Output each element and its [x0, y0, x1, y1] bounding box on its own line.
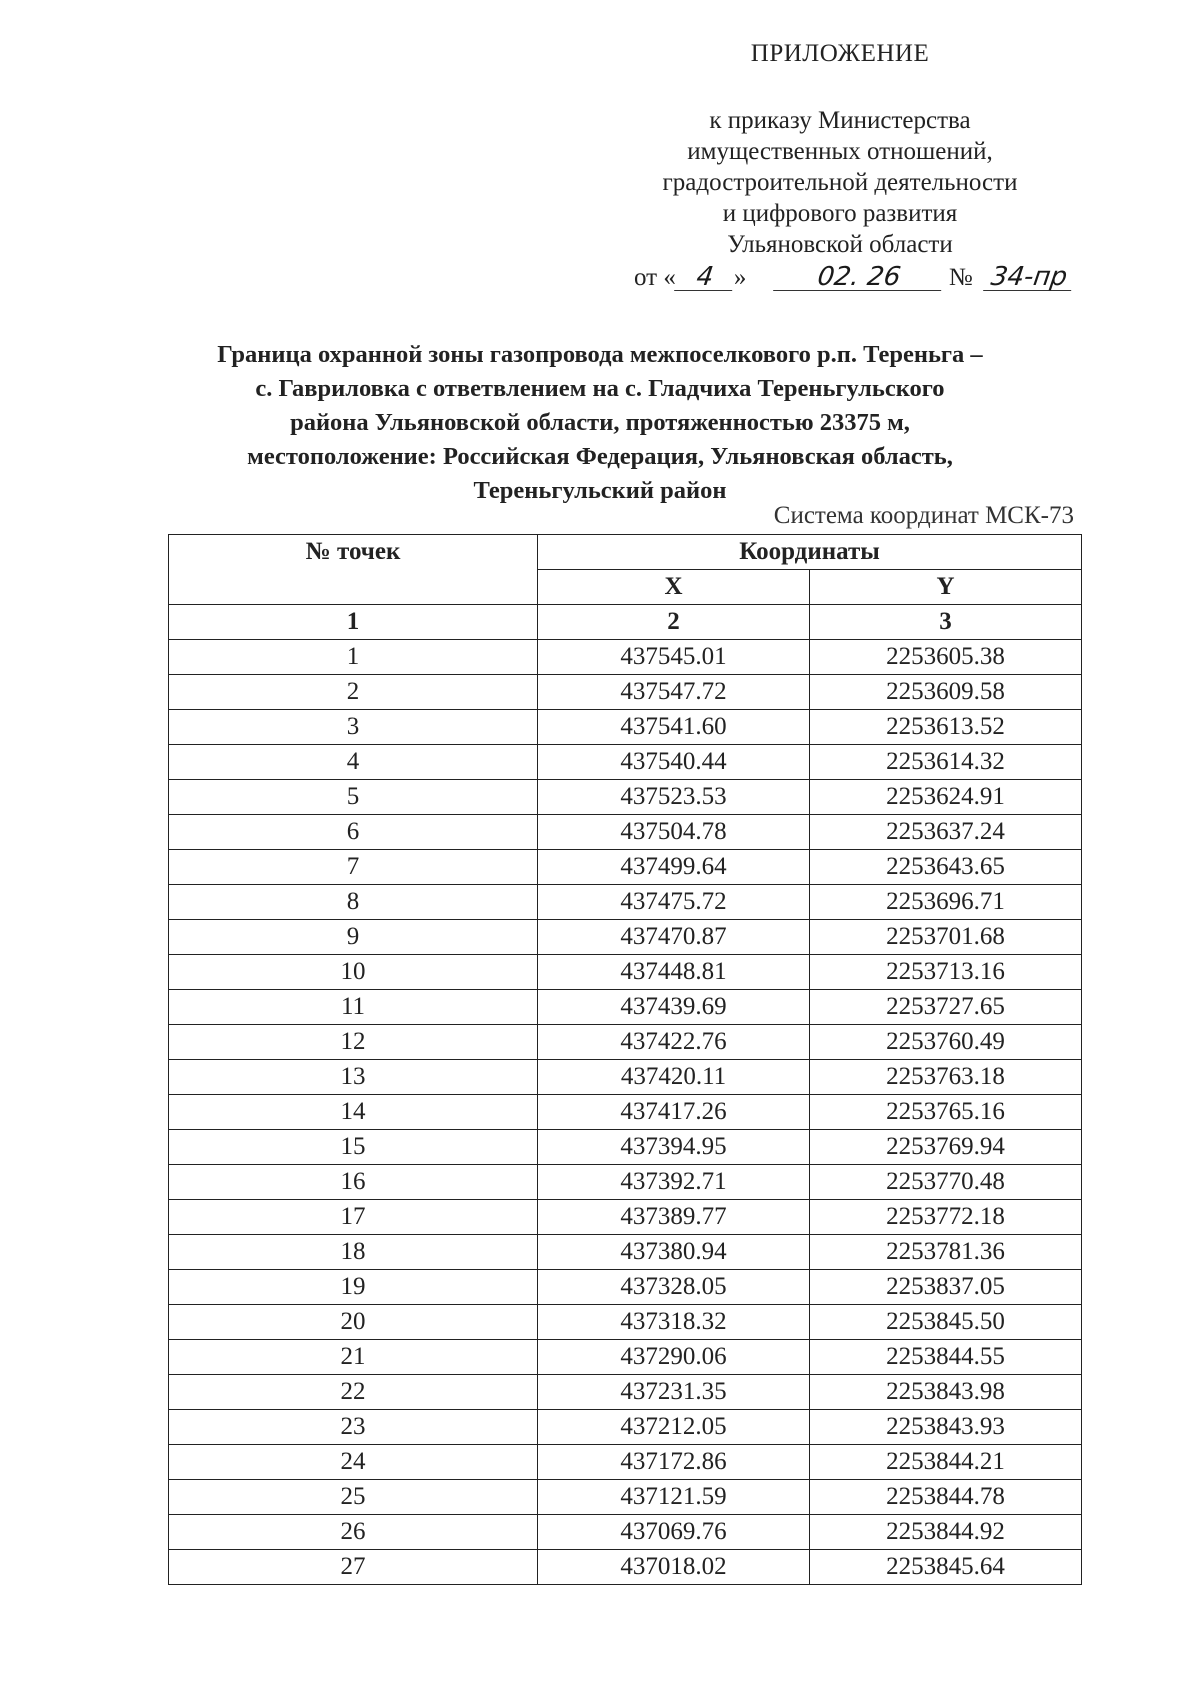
x-coordinate-cell: 437380.94 [538, 1235, 810, 1270]
x-coordinate-cell: 437231.35 [538, 1375, 810, 1410]
table-row [169, 1410, 1082, 1445]
appendix-heading: ПРИЛОЖЕНИЕ [750, 40, 930, 67]
column-number: 3 [809, 605, 1081, 640]
column-number: 2 [538, 605, 810, 640]
order-day: 4 [674, 264, 736, 291]
table-row [169, 1165, 1082, 1200]
x-coordinate-cell: 437499.64 [538, 850, 810, 885]
order-month-year: 02. 26 [773, 264, 945, 291]
x-coordinate-cell: 437172.86 [538, 1445, 810, 1480]
y-coordinate-cell: 2253727.65 [809, 990, 1081, 1025]
point-number-cell: 21 [169, 1340, 538, 1375]
point-number-cell: 14 [169, 1095, 538, 1130]
y-coordinate-cell: 2253837.05 [809, 1270, 1081, 1305]
y-coordinate-cell: 2253613.52 [809, 710, 1081, 745]
x-coordinate-cell: 437523.53 [538, 780, 810, 815]
y-coordinate-cell: 2253844.55 [809, 1340, 1081, 1375]
x-coordinate-cell: 437541.60 [538, 710, 810, 745]
y-coordinate-cell: 2253844.78 [809, 1480, 1081, 1515]
x-coordinate-cell: 437394.95 [538, 1130, 810, 1165]
y-coordinate-cell: 2253713.16 [809, 955, 1081, 990]
table-row [169, 1550, 1082, 1585]
x-coordinate-cell: 437504.78 [538, 815, 810, 850]
table-row [169, 1025, 1082, 1060]
y-coordinate-cell: 2253701.68 [809, 920, 1081, 955]
title-line: Граница охранной зоны газопровода межпоселкового р.п. Тереньга – [217, 341, 983, 368]
appendix-line: градостроительной деятельности [662, 169, 1018, 196]
order-number: 34-пр [983, 264, 1075, 291]
y-coordinate-cell: 2253624.91 [809, 780, 1081, 815]
point-number-cell: 25 [169, 1480, 538, 1515]
table-row [169, 1515, 1082, 1550]
y-coordinate-cell: 2253769.94 [809, 1130, 1081, 1165]
point-number-cell: 16 [169, 1165, 538, 1200]
header-points: № точек [169, 535, 538, 605]
point-number-cell: 2 [169, 675, 538, 710]
x-coordinate-cell: 437420.11 [538, 1060, 810, 1095]
point-number-cell: 10 [169, 955, 538, 990]
order-date-number [634, 264, 1073, 292]
x-coordinate-cell: 437417.26 [538, 1095, 810, 1130]
point-number-cell: 11 [169, 990, 538, 1025]
point-number-cell: 26 [169, 1515, 538, 1550]
table-row [169, 955, 1082, 990]
y-coordinate-cell: 2253696.71 [809, 885, 1081, 920]
appendix-line: Ульяновской области [727, 231, 953, 258]
table-row [169, 1480, 1082, 1515]
x-coordinate-cell: 437422.76 [538, 1025, 810, 1060]
point-number-cell: 12 [169, 1025, 538, 1060]
y-coordinate-cell: 2253843.93 [809, 1410, 1081, 1445]
y-coordinate-cell: 2253609.58 [809, 675, 1081, 710]
table-row [169, 640, 1082, 675]
point-number-cell: 9 [169, 920, 538, 955]
y-coordinate-cell: 2253844.92 [809, 1515, 1081, 1550]
table-row [169, 850, 1082, 885]
table-row [169, 990, 1082, 1025]
table-row [169, 1270, 1082, 1305]
x-coordinate-cell: 437290.06 [538, 1340, 810, 1375]
appendix-line: к приказу Министерства [709, 107, 971, 134]
y-coordinate-cell: 2253772.18 [809, 1200, 1081, 1235]
table-row [169, 745, 1082, 780]
x-coordinate-cell: 437448.81 [538, 955, 810, 990]
x-coordinate-cell: 437318.32 [538, 1305, 810, 1340]
x-coordinate-cell: 437439.69 [538, 990, 810, 1025]
y-coordinate-cell: 2253643.65 [809, 850, 1081, 885]
y-coordinate-cell: 2253763.18 [809, 1060, 1081, 1095]
point-number-cell: 20 [169, 1305, 538, 1340]
coordinate-system-label: Система координат МСК-73 [773, 502, 1074, 529]
x-coordinate-cell: 437545.01 [538, 640, 810, 675]
table-row [169, 885, 1082, 920]
point-number-cell: 5 [169, 780, 538, 815]
point-number-cell: 6 [169, 815, 538, 850]
title-line: Тереньгульский район [473, 477, 727, 504]
table-row [169, 1200, 1082, 1235]
point-number-cell: 24 [169, 1445, 538, 1480]
x-coordinate-cell: 437540.44 [538, 745, 810, 780]
order-prefix: от « [634, 264, 676, 291]
header-y: Y [809, 570, 1081, 605]
y-coordinate-cell: 2253770.48 [809, 1165, 1081, 1200]
point-number-cell: 13 [169, 1060, 538, 1095]
table-row [169, 1375, 1082, 1410]
y-coordinate-cell: 2253637.24 [809, 815, 1081, 850]
point-number-cell: 4 [169, 745, 538, 780]
y-coordinate-cell: 2253845.64 [809, 1550, 1081, 1585]
table-row [169, 920, 1082, 955]
point-number-cell: 17 [169, 1200, 538, 1235]
appendix-header [600, 38, 1080, 260]
table-row [169, 1340, 1082, 1375]
table-row [169, 780, 1082, 815]
x-coordinate-cell: 437475.72 [538, 885, 810, 920]
y-coordinate-cell: 2253781.36 [809, 1235, 1081, 1270]
title-line: с. Гавриловка с ответвлением на с. Гладчиха Тереньгульского [255, 375, 945, 402]
header-coordinates: Координаты [538, 535, 1082, 570]
appendix-line: имущественных отношений, [687, 138, 993, 165]
x-coordinate-cell: 437328.05 [538, 1270, 810, 1305]
column-number: 1 [169, 605, 538, 640]
order-number-sign: № [948, 264, 973, 291]
order-day-close: » [733, 264, 747, 291]
y-coordinate-cell: 2253605.38 [809, 640, 1081, 675]
coordinates-table [168, 534, 1082, 1585]
point-number-cell: 22 [169, 1375, 538, 1410]
table-row [169, 1095, 1082, 1130]
coordinates-table-body [169, 640, 1082, 1585]
point-number-cell: 1 [169, 640, 538, 675]
y-coordinate-cell: 2253765.16 [809, 1095, 1081, 1130]
y-coordinate-cell: 2253843.98 [809, 1375, 1081, 1410]
table-row [169, 1445, 1082, 1480]
y-coordinate-cell: 2253760.49 [809, 1025, 1081, 1060]
header-x: X [538, 570, 810, 605]
point-number-cell: 19 [169, 1270, 538, 1305]
table-row [169, 1060, 1082, 1095]
table-row [169, 710, 1082, 745]
x-coordinate-cell: 437069.76 [538, 1515, 810, 1550]
x-coordinate-cell: 437392.71 [538, 1165, 810, 1200]
table-row [169, 1130, 1082, 1165]
point-number-cell: 23 [169, 1410, 538, 1445]
x-coordinate-cell: 437018.02 [538, 1550, 810, 1585]
point-number-cell: 27 [169, 1550, 538, 1585]
table-row [169, 815, 1082, 850]
point-number-cell: 8 [169, 885, 538, 920]
x-coordinate-cell: 437121.59 [538, 1480, 810, 1515]
y-coordinate-cell: 2253614.32 [809, 745, 1081, 780]
y-coordinate-cell: 2253844.21 [809, 1445, 1081, 1480]
point-number-cell: 7 [169, 850, 538, 885]
appendix-line: и цифрового развития [722, 200, 958, 227]
document-title [150, 338, 1050, 508]
x-coordinate-cell: 437389.77 [538, 1200, 810, 1235]
table-row [169, 675, 1082, 710]
x-coordinate-cell: 437212.05 [538, 1410, 810, 1445]
table-row [169, 1305, 1082, 1340]
point-number-cell: 18 [169, 1235, 538, 1270]
title-line: местоположение: Российская Федерация, Ульяновская область, [247, 443, 953, 470]
point-number-cell: 15 [169, 1130, 538, 1165]
point-number-cell: 3 [169, 710, 538, 745]
x-coordinate-cell: 437470.87 [538, 920, 810, 955]
y-coordinate-cell: 2253845.50 [809, 1305, 1081, 1340]
table-row [169, 1235, 1082, 1270]
title-line: района Ульяновской области, протяженностью 23375 м, [290, 409, 910, 436]
x-coordinate-cell: 437547.72 [538, 675, 810, 710]
